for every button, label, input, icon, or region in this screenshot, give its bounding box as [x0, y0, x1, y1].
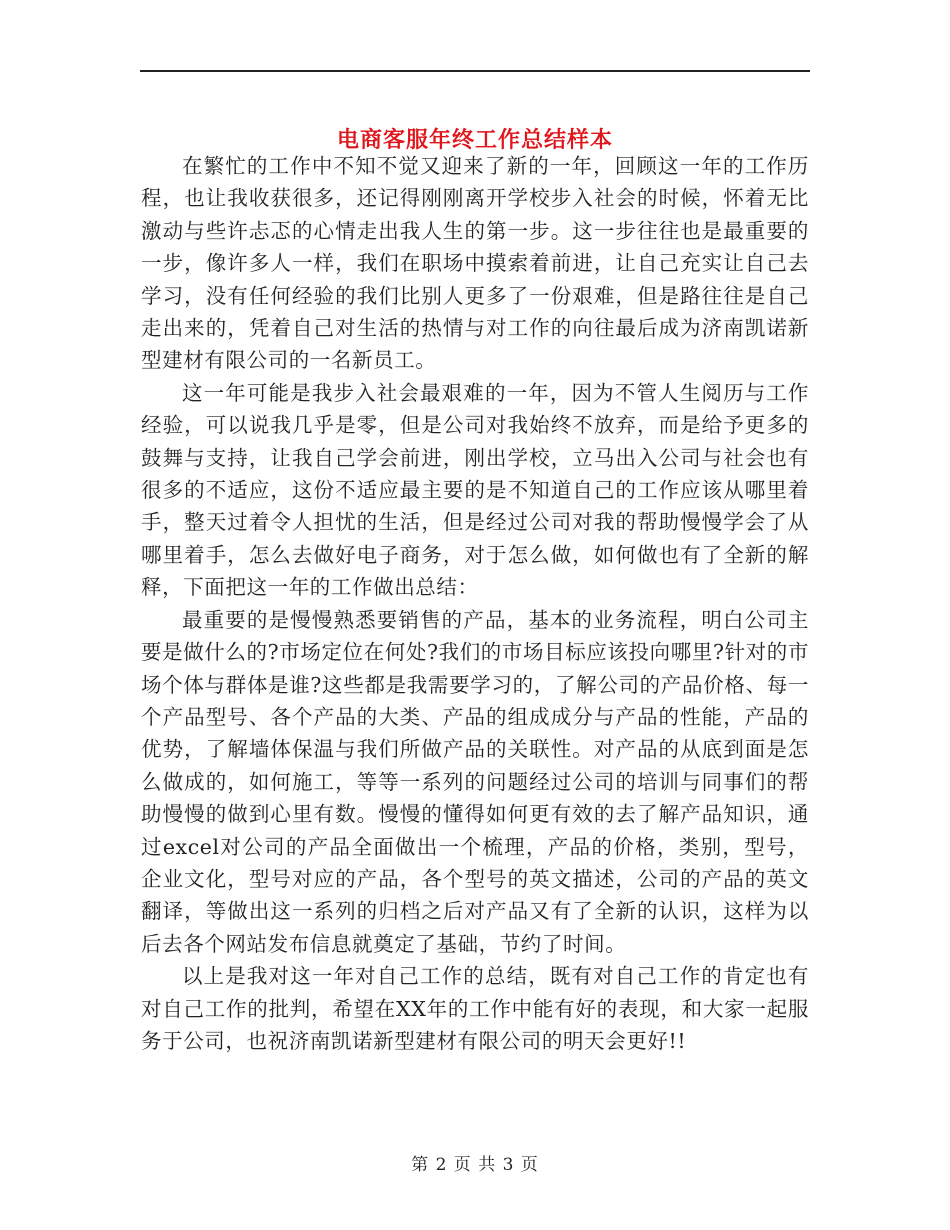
- document-title: 电商客服年终工作总结样本: [336, 126, 613, 153]
- header-rule: [140, 70, 810, 72]
- paragraph-hardest-year: 这一年可能是我步入社会最艰难的一年，因为不管人生阅历与工作经验，可以说我几乎是零，但是公司对我始终不放弃，而是给予更多的鼓舞与支持，让我自己学会前进，刚出学校，立马出入公司与社会也有很多的不适应，这份不适应最主要的是不知道自己的工作应该从哪里着手，整天过着令人担忧的生活，但是经过公司对我的帮助慢慢学会了从哪里着手，怎么去做好电子商务，对于怎么做，如何做也有了全新的解释，下面把这一年的工作做出总结：: [141, 380, 809, 600]
- document-body: [141, 150, 809, 1057]
- paragraph-intro: 在繁忙的工作中不知不觉又迎来了新的一年，回顾这一年的工作历程，也让我收获很多，还记得刚刚离开学校步入社会的时候，怀着无比激动与些许忐忑的心情走出我人生的第一步。这一步往往也是最重要的一步，像许多人一样，我们在职场中摸索着前进，让自己充实让自己去学习，没有任何经验的我们比别人更多了一份艰难，但是路往往是自己走出来的，凭着自己对生活的热情与对工作的向往最后成为济南凯诺新型建材有限公司的一名新员工。: [141, 154, 809, 373]
- page-number: 第 2 页 共 3 页: [411, 1155, 539, 1175]
- paragraph-product-knowledge: 最重要的是慢慢熟悉要销售的产品，基本的业务流程，明白公司主要是做什么的?市场定位在何处?我们的市场目标应该投向哪里?针对的市场个体与群体是谁?这些都是我需要学习的，了解公司的产品价格、每一个产品型号、各个产品的大类、产品的组成成分与产品的性能，产品的优势，了解墙体保温与我们所做产品的关联性。对产品的从底到面是怎么做成的，如何施工，等等一系列的问题经过公司的培训与同事们的帮助慢慢的做到心里有数。慢慢的懂得如何更有效的去了解产品知识，通过excel对公司的产品全面做出一个梳理，产品的价格，类别，型号，企业文化，型号对应的产品，各个型号的英文描述，公司的产品的英文翻译，等做出这一系列的归档之后对产品又有了全新的认识，这样为以后去各个网站发布信息就奠定了基础，节约了时间。: [141, 607, 809, 956]
- paragraph-conclusion: 以上是我对这一年对自己工作的总结，既有对自己工作的肯定也有对自己工作的批判，希望在XX年的工作中能有好的表现，和大家一起服务于公司，也祝济南凯诺新型建材有限公司的明天会更好!!: [141, 964, 809, 1053]
